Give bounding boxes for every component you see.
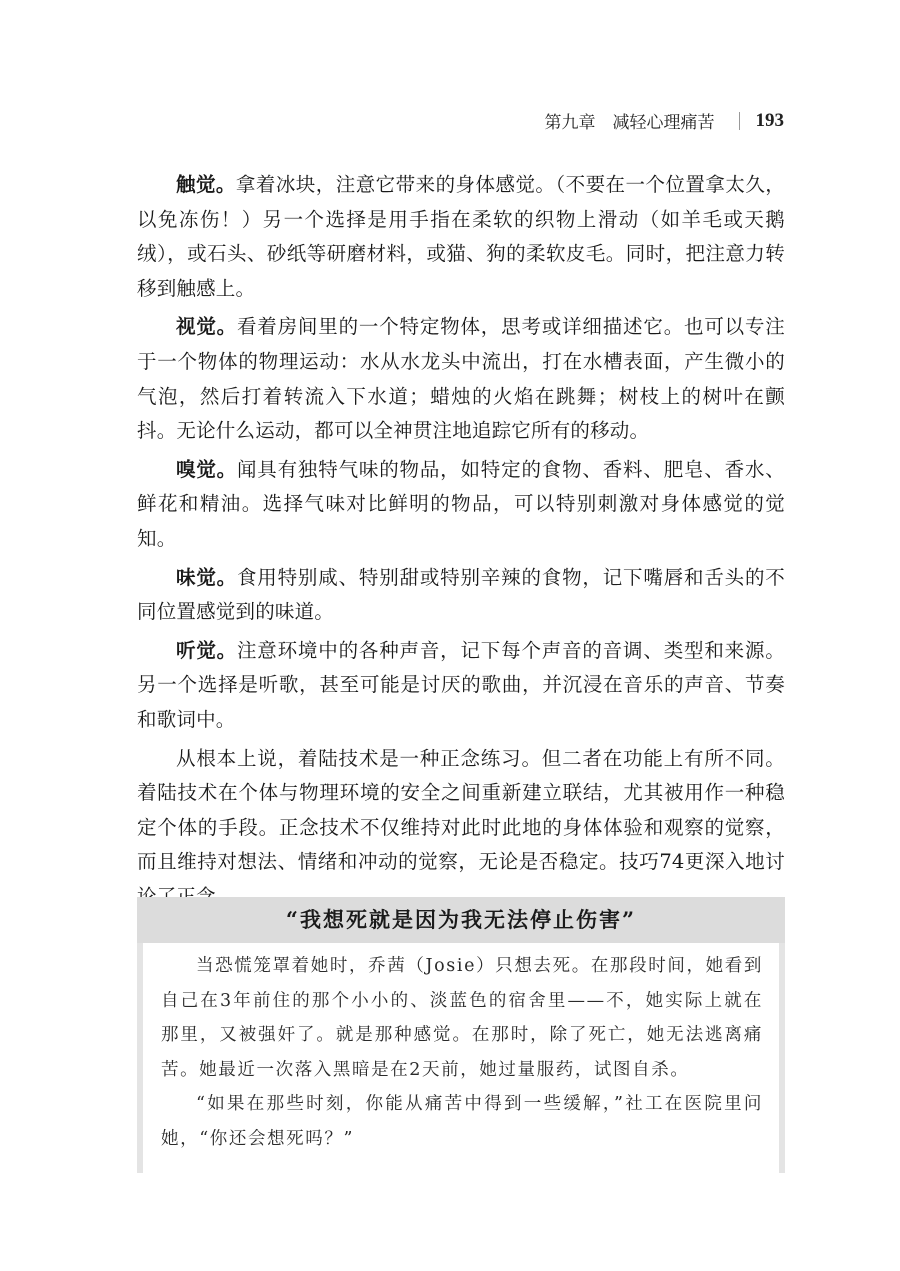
paragraph-hearing	[137, 634, 785, 738]
chapter-title: 第九章 减轻心理痛苦	[544, 113, 715, 133]
term-label: 视觉。	[176, 315, 237, 339]
term-label: 味觉。	[176, 565, 237, 589]
box-content	[143, 943, 779, 1173]
term-label: 触觉。	[176, 173, 236, 196]
main-text	[137, 168, 785, 918]
paragraph-sight	[137, 310, 785, 448]
paragraph-text: 拿着冰块，注意它带来的身体感觉。（不要在一个位置拿太久，以免冻伤！）另一个选择是用手指在柔软的织物上滑动（如羊毛或天鹅绒），或石头、砂纸等研磨材料，或猫、狗的柔软皮毛。同时，把注意力转移到触感上。	[137, 173, 785, 300]
paragraph-text: 食用特别咸、特别甜或特别辛辣的食物，记下嘴唇和舌头的不同位置感觉到的味道。	[137, 565, 785, 624]
box-paragraph: 当恐慌笼罩着她时，乔茜（Josie）只想去死。在那段时间，她看到自己在3年前住的那个小小的、淡蓝色的宿舍里——不，她实际上就在那里，又被强奸了。就是那种感觉。在那时，除了死亡，她无法逃离痛苦。她最近一次落入黑暗是在2天前，她过量服药，试图自杀。	[161, 956, 763, 1080]
box-paragraph: “如果在那些时刻，你能从痛苦中得到一些缓解，”社工在医院里问她，“你还会想死吗？”	[161, 1094, 763, 1149]
paragraph-text: 闻具有独特气味的物品，如特定的食物、香料、肥皂、香水、鲜花和精油。选择气味对比鲜明的物品，可以特别刺激对身体感觉的觉知。	[137, 457, 785, 550]
term-label: 嗅觉。	[176, 457, 237, 481]
paragraph-grounding-summary	[137, 742, 785, 915]
paragraph-text: 注意环境中的各种声音，记下每个声音的音调、类型和来源。另一个选择是听歌，甚至可能是讨厌的歌曲，并沉浸在音乐的声音、节奏和歌词中。	[137, 638, 785, 731]
case-story-box	[137, 897, 785, 1173]
running-header	[545, 108, 785, 133]
header-divider	[739, 112, 740, 130]
paragraph-smell	[137, 453, 785, 557]
page-number: 193	[755, 109, 784, 131]
term-label: 听觉。	[176, 638, 237, 662]
paragraph-text: 看着房间里的一个特定物体，思考或详细描述它。也可以专注于一个物体的物理运动：水从水龙头中流出，打在水槽表面，产生微小的气泡，然后打着转流入下水道；蜡烛的火焰在跳舞；树枝上的树叶在颤抖。无论什么运动，都可以全神贯注地追踪它所有的移动。	[137, 315, 785, 443]
paragraph-touch	[137, 168, 785, 306]
paragraph-text: 从根本上说，着陆技术是一种正念练习。但二者在功能上有所不同。着陆技术在个体与物理环境的安全之间重新建立联结，尤其被用作一种稳定个体的手段。正念技术不仅维持对此时此地的身体体验和观察的觉察，而且维持对想法、情绪和冲动的觉察，无论是否稳定。技巧74更深入地讨	[137, 746, 785, 874]
paragraph-taste	[137, 561, 785, 630]
box-title: “我想死就是因为我无法停止伤害”	[137, 897, 785, 943]
